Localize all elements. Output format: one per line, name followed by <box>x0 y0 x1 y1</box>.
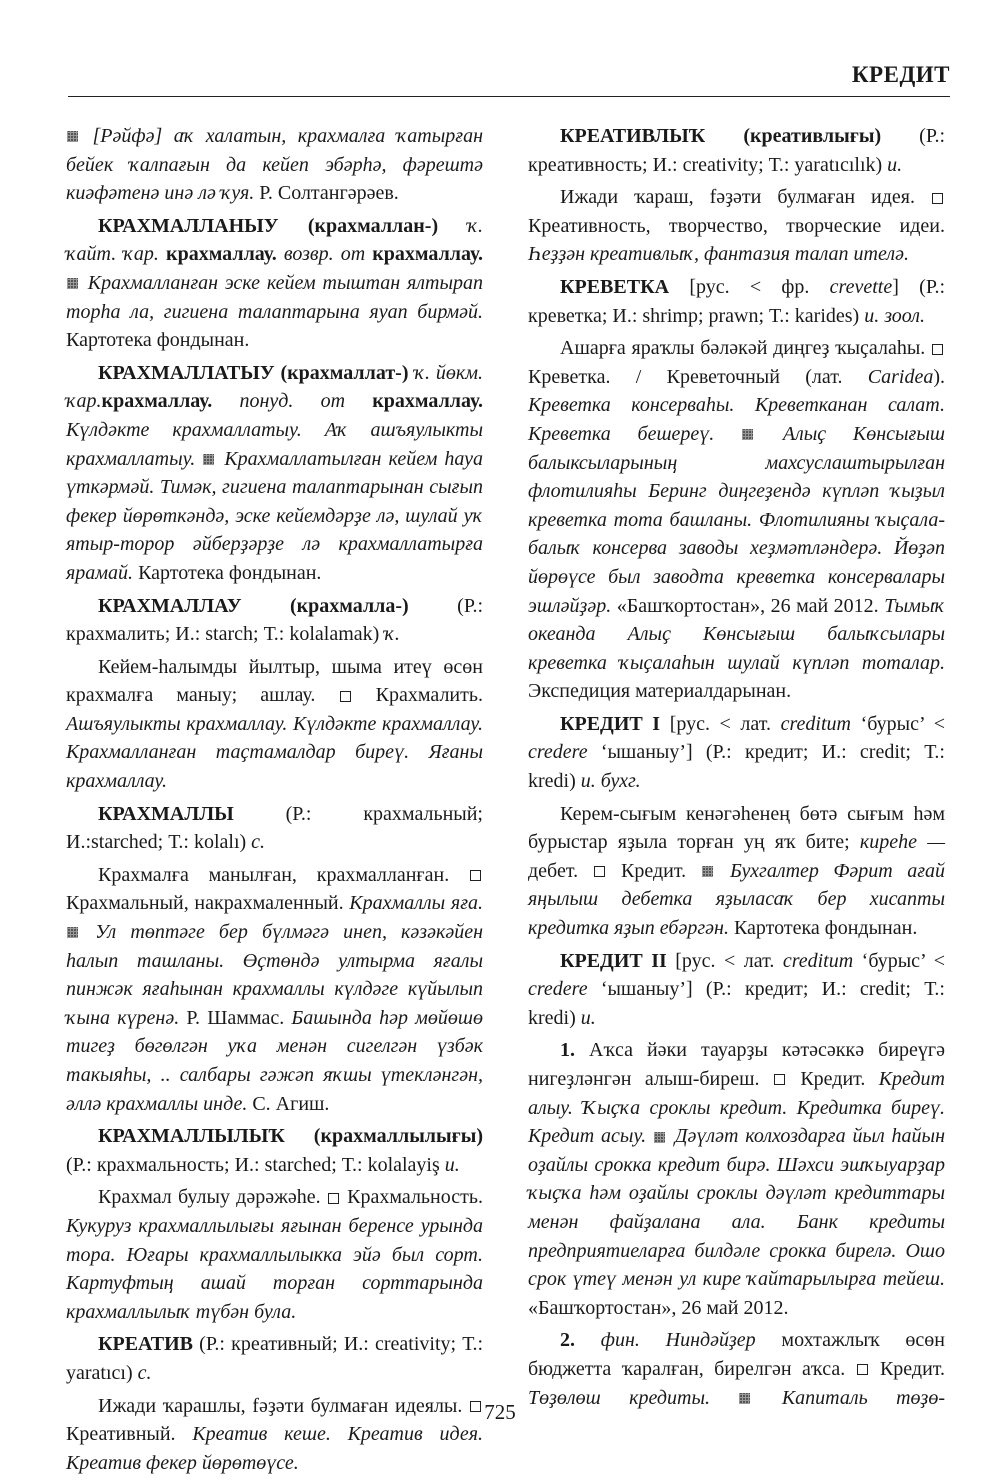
bold-text: 2. <box>560 1329 575 1352</box>
entry-text: Кредит. <box>869 1357 946 1380</box>
hollow-square-icon <box>340 691 351 702</box>
italic-text: Caridea <box>867 365 934 388</box>
left-column <box>66 122 483 1481</box>
entry-krahmally <box>66 800 483 857</box>
italic-text: Ниндәйҙер <box>639 1329 782 1352</box>
entry-krevetka-definition <box>528 334 945 706</box>
italic-text: Дәүләт колхоздарға йыл һайын оҙайлы срокка кредит бирә. Шәхси эшҡыуарҙар ҡыҫҡа һәм оҙайлы сроклы дәүләт кредиттары менән файҙалана ала. Банк кредиты предприятиеларға билдәле срокка бирелә. Ошо срок үтеү менән ул кире ҡайтарылырға тейеш. <box>528 1125 945 1291</box>
entry-text: Аҡса йәки тауарҙы кәтәсәккә биреүгә нигеҙләнгән алыш-биреш. <box>528 1039 945 1090</box>
entry-text: Ашарға яраҡлы бәләкәй диңгеҙ ҡыҫалаһы. <box>560 337 926 360</box>
bold-text: (креативлығы) <box>705 125 920 147</box>
headword: КРЕАТИВ <box>98 1333 193 1356</box>
headword: КРЕДИТ II <box>560 949 667 972</box>
filled-square-icon <box>67 278 78 289</box>
italic-text: Һеҙҙән креативлыҡ, фантазия талап ителә. <box>528 243 909 266</box>
headword: КРАХМАЛЛЫЛЫҠ <box>98 1125 285 1148</box>
bold-text: крахмаллау. <box>372 243 484 266</box>
entry-text: мохтажлыҡ өсөн бюджетта ҡаралған, бирелгән аҡса. <box>528 1329 945 1380</box>
headword: КРАХМАЛЛЫ <box>98 802 234 825</box>
entry-text: Керем-сығым кенәгәһенең бөтә сығым һәм бурыстар яҙыла торған уң яҡ бите; <box>528 802 945 854</box>
entry-krahmallau-definition <box>66 653 483 796</box>
entry-text: Р. Шаммас. <box>179 1006 285 1029</box>
italic-text: Капиталь төҙө- <box>753 1386 946 1409</box>
italic-text: credere <box>528 741 588 764</box>
entry-text: Картотека фондынан. <box>66 329 250 352</box>
italic-text: киреһе — <box>859 831 945 854</box>
entry-krahmallau <box>66 592 483 649</box>
entry-text: (Р.: крахмальный; И.:starched; Т.: kolalı) <box>66 802 483 854</box>
entry-text: ‘ышаныу’] (Р.: кредит; И.: credit; Т.: kredi) <box>528 978 945 1029</box>
entry-krevetka <box>528 273 945 330</box>
entry-text: Экспедиция материалдарынан. <box>528 680 792 703</box>
entry-krahmallylyk-definition <box>66 1183 483 1326</box>
headword: КРАХМАЛЛАТЫУ <box>98 361 275 384</box>
entry-text: Кредит. <box>786 1068 866 1090</box>
hollow-square-icon <box>857 1364 868 1375</box>
headword: КРЕАТИВЛЫҠ <box>560 125 706 147</box>
bold-text: (крахмаллан-) <box>278 214 468 237</box>
filled-square-icon <box>702 866 713 877</box>
right-column <box>528 122 945 1416</box>
entry-text: Крахмалға манылған, крахмалланған. <box>98 863 450 886</box>
entry-text: Крахмалить. <box>352 684 483 707</box>
entry-text: С. Агиш. <box>247 1092 330 1115</box>
headword: КРАХМАЛЛАНЫУ <box>98 214 279 237</box>
italic-text: creditum <box>780 712 851 735</box>
hollow-square-icon <box>932 344 943 355</box>
entry-text: Креативность, творчество, творческие идеи. <box>528 214 945 237</box>
entry-text: Кейем-һалымды йылтыр, шыма итеү өсөн крахмалға маныу; ашлау. <box>66 655 483 707</box>
italic-text: Кредит алыу. Ҡыҫҡа сроклы кредит. Кредитка биреү. Кредит асыу. <box>528 1068 945 1148</box>
entry-text: (Р.: крахмальность; И.: starched; Т.: kolalayiş <box>66 1153 445 1176</box>
entry-text: «Башҡортостан», 26 май 2012. <box>611 594 879 617</box>
filled-square-icon <box>203 454 214 465</box>
page-number: 725 <box>484 1400 516 1424</box>
entry-text: дебет. <box>528 859 579 882</box>
italic-text: Төҙөлөш кредиты. <box>528 1386 711 1409</box>
hollow-square-icon <box>470 870 481 881</box>
italic-text: Кукуруз крахмаллылығы яғынан беренсе урында тора. Юғары крахмаллылыкка эйә был сорт. Картуфтың ашай торған сорттарында крахмаллылыҡ түбән була. <box>66 1214 483 1323</box>
entry-text: [рус. < лат. <box>666 949 783 972</box>
hollow-square-icon <box>774 1074 785 1085</box>
entry-kredit-2-sense-1 <box>528 1036 945 1322</box>
entry-kreativ <box>66 1330 483 1387</box>
running-header-title: КРЕДИТ <box>851 62 950 87</box>
italic-text: Креветка консерваһы. Креветканан салат. Креветка бешереү. <box>528 394 945 445</box>
bold-text: крахмаллау. <box>372 390 483 413</box>
italic-text: и. зоол. <box>864 304 925 327</box>
entry-text: ). <box>933 365 945 388</box>
headword: КРАХМАЛЛАУ <box>98 594 242 617</box>
entry-text: Кредит. <box>606 859 687 882</box>
italic-text: понуд. от <box>212 390 373 413</box>
italic-text: credere <box>528 978 588 1001</box>
entry-kreativlyk-definition <box>528 183 945 269</box>
italic-text: Ашъяулыкты крахмаллау. Күлдәкте крахмаллау. Крахмалланған таҫтамалдар биреү. Яғаны крахмаллау. <box>66 712 483 793</box>
italic-text: и. <box>444 1153 460 1176</box>
italic-text: и. бухг. <box>580 770 641 793</box>
italic-text: фин. <box>575 1329 640 1352</box>
italic-text: Күлдәкте крахмаллатыу. Аҡ ашъяулыкты крахмаллатыу. <box>66 418 483 470</box>
bold-text: (крахмалла-) <box>241 594 458 617</box>
italic-text: ҡ. ҡайт. ҡар. <box>66 214 483 266</box>
hollow-square-icon <box>932 193 943 204</box>
filled-square-icon <box>67 927 78 938</box>
entry-krahmallanyu <box>66 212 483 355</box>
entry-text: Картотека фондынан. <box>133 561 322 584</box>
entry-text: Крахмальность. <box>340 1186 483 1209</box>
italic-text: ҡ. <box>384 623 400 646</box>
filled-square-icon <box>67 131 78 142</box>
entry-kredit-1 <box>528 710 945 796</box>
bold-text: крахмаллау. <box>158 243 277 266</box>
entry-text: Крахмал булыу дәрәжәһе. <box>98 1186 321 1209</box>
entry-krahmallylyk <box>66 1122 483 1179</box>
italic-text: creditum <box>782 949 854 972</box>
italic-text: crevette <box>829 275 893 298</box>
italic-text: ҡ. йөкм. ҡар. <box>66 361 483 413</box>
entry-kreativlyk <box>528 122 945 179</box>
entry-kredit-2 <box>528 947 945 1033</box>
entry-text: Крахмальный, накрахмаленный. <box>66 892 344 915</box>
italic-text: Ул төптәге бер бүлмәгә инеп, кәзәкәйен һалып ташланы. Өҫтөндә ултырма яғалы пинжәк яғаһынан крахмаллы күлдәге күйылып ҡына күренә. <box>66 921 483 1029</box>
italic-text: Башында һәр мөйөшө тигеҙ бөгөлгән уҡа менән сигелгән үзбәк такыяһы, .. салбары гәжәп яҡшы үтекләнгән, әллә крахмаллы инде. <box>66 1006 483 1115</box>
entry-kredit-1-definition <box>528 800 945 943</box>
italic-text: Крахмаллатылған кейем һауа үткәрмәй. Тимәк, гигиена талаптарынан сығып фекер йөрөткәндә, эске кейемдәрҙе лә, шулай уҡ ятыр-торор әйберҙәрҙе лә крахмаллатырға ярамай. <box>66 447 484 584</box>
entry-text: Р. Солтангәрәев. <box>254 182 399 205</box>
italic-text: Бухгалтер Фәрит ағай яңылыш дебетка яҙыласаҡ бер хисапты кредитка яҙып ебәргән. <box>528 859 946 940</box>
entry-text: Ижади ҡараш, fәҙәти булмаған идея. <box>560 186 916 209</box>
italic-text: Крахмалланған эске кейем тыштан ялтырап торһа ла, гигиена талаптарына яуап бирмәй. <box>66 271 483 323</box>
entry-text: [рус. < фр. <box>669 275 830 298</box>
headword: КРЕДИТ I <box>560 712 661 735</box>
entry-text: ‘бурыс’ < <box>853 949 945 972</box>
italic-text: Крахмаллы яға. <box>343 892 483 915</box>
italic-text: с. <box>251 831 266 854</box>
entry-text: Креветка. / Креветочный (лат. <box>528 365 868 388</box>
italic-text: возвр. от <box>276 243 373 266</box>
bold-text: крахмаллау. <box>101 390 213 413</box>
headword: КРЕВЕТКА <box>560 275 670 298</box>
italic-text: [Рәйфә] аҡ халатын, крахмалға ҡатырған бейек ҡалпағын да кейеп эбәрһә, фәрештә киәфәтенә инә лә ҡуя. <box>66 125 484 205</box>
bold-text: 1. <box>560 1039 575 1062</box>
entry-text: (Р.: крахмалить; И.: starch; Т.: kolalamak) <box>66 594 483 646</box>
hollow-square-icon <box>328 1193 339 1204</box>
entry-text: Картотека фондынан. <box>728 917 918 940</box>
italic-text: и. <box>580 1006 596 1029</box>
italic-text: с. <box>137 1361 152 1384</box>
entry-text: Ижади ҡарашлы, fәҙәти булмаған идеялы. <box>98 1394 463 1417</box>
entry-text: «Башҡортостан», 26 май 2012. <box>528 1296 789 1319</box>
italic-text: и. <box>887 153 903 176</box>
hollow-square-icon <box>594 866 605 877</box>
filled-square-icon <box>654 1132 665 1143</box>
bold-text: (крахмаллат-) <box>274 361 415 384</box>
italic-text: Алыҫ Көнсығыш балыксыларының махсуслаштырылған флотилияһы Беринг диңгеҙендә күпләп ҡыҙыл креветка тота башланы. Флотилияны ҡыҫала-балыҡ консерва заводы хеҙмәтләндерә. Йөҙәп йөрөүсе был заводта креветка консервалары эшләйҙәр. <box>528 422 945 617</box>
entry-text: (Р.: креативность; И.: creativity; Т.: yaratıcılık) <box>528 125 945 176</box>
italic-text: Креатив кеше. Креатив идея. Креатив фекер йөрөтөүсе. <box>66 1423 483 1474</box>
filled-square-icon <box>742 429 753 440</box>
entry-text: ‘ышаныу’] (Р.: кредит; И.: credit; Т.: kredi) <box>528 741 945 793</box>
entry-krahmally-definition <box>66 861 483 1118</box>
running-header <box>68 62 950 97</box>
entry-text: ] (Р.: креветка; И.: shrimp; prawn; Т.: karides) <box>528 275 945 327</box>
entry-text: (Р.: креативный; И.: creativity; Т.: yaratıcı) <box>66 1333 483 1384</box>
italic-text: Тымыҡ океанда Алыҫ Көнсығыш балыҡсылары креветка ҡыҫалаһын шулай күпләп тоталар. <box>528 594 945 674</box>
entry-text: Креативный. <box>66 1423 176 1446</box>
entry-text: ‘бурыс’ < <box>850 712 945 735</box>
entry-krahmallatyu <box>66 359 483 588</box>
bold-text: (крахмаллылығы) <box>284 1125 483 1148</box>
entry-text: [рус. < лат. <box>660 712 781 735</box>
entry-continuation <box>66 122 483 208</box>
